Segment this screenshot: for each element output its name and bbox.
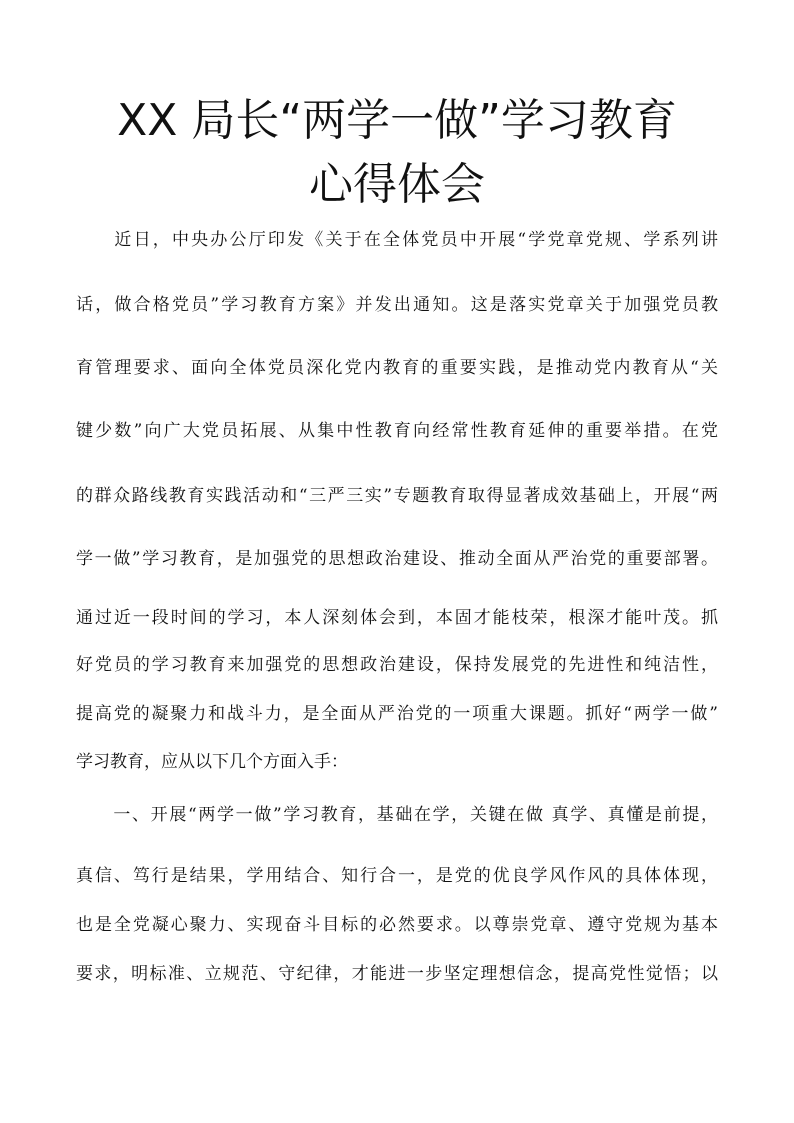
body-line: 真信、笃行是结果，学用结合、知行合一，是党的优良学风作风的具体体现， xyxy=(76,866,718,886)
body-line: 学一做”学习教育，是加强党的思想政治建设、推动全面从严治党的重要部署。 xyxy=(76,549,718,569)
body-line: 近日，中央办公厅印发《关于在全体党员中开展“学党章党规、学系列讲 xyxy=(76,230,718,250)
body-line: 育管理要求、面向全体党员深化党内教育的重要实践，是推动党内教育从“关 xyxy=(76,358,718,378)
document-title-line-2: 心得体会 xyxy=(309,159,485,210)
body-line: 键少数”向广大党员拓展、从集中性教育向经常性教育延伸的重要举措。在党 xyxy=(76,421,718,441)
body-line: 话，做合格党员”学习教育方案》并发出通知。这是落实党章关于加强党员教 xyxy=(76,295,718,315)
body-line: 学习教育，应从以下几个方面入手： xyxy=(76,752,348,772)
body-line: 也是全党凝心聚力、实现奋斗目标的必然要求。以尊崇党章、遵守党规为基本 xyxy=(76,915,718,935)
body-line: 提高党的凝聚力和战斗力，是全面从严治党的一项重大课题。抓好“两学一做” xyxy=(76,704,718,724)
body-line: 一、开展“两学一做”学习教育，基础在学，关键在做 真学、真懂是前提， xyxy=(76,805,718,825)
body-line: 的群众路线教育实践活动和“三严三实”专题教育取得显著成效基础上，开展“两 xyxy=(76,486,718,506)
body-line: 要求，明标准、立规范、守纪律，才能进一步坚定理想信念，提高党性觉悟；以 xyxy=(76,964,718,984)
body-line: 好党员的学习教育来加强党的思想政治建设，保持发展党的先进性和纯洁性， xyxy=(76,655,718,675)
body-line: 通过近一段时间的学习，本人深刻体会到，本固才能枝荣，根深才能叶茂。抓 xyxy=(76,608,718,628)
document-title-line-1: XX 局长“两学一做”学习教育 xyxy=(117,95,677,146)
